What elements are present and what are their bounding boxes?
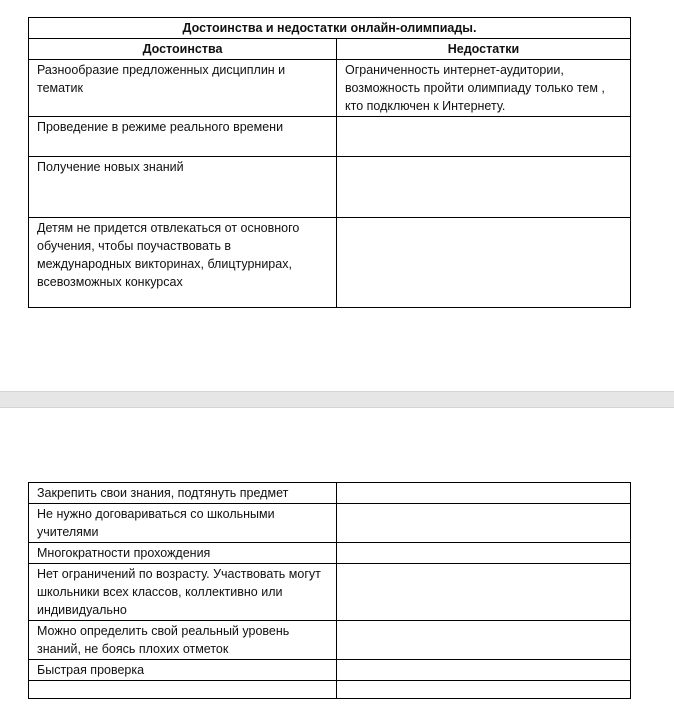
table-row: [29, 117, 631, 157]
cons-cell: [337, 117, 631, 157]
header-cons: Недостатки: [337, 39, 631, 60]
cons-cell: [337, 660, 631, 681]
table-row: [29, 218, 631, 308]
pros-cell: Быстрая проверка: [29, 660, 337, 681]
cons-cell: [337, 218, 631, 308]
cons-cell: [337, 564, 631, 621]
table-row: [29, 157, 631, 218]
cons-cell: [337, 543, 631, 564]
cons-cell: [337, 621, 631, 660]
pros-cell: Многократности прохождения: [29, 543, 337, 564]
cons-cell: Ограниченность интернет-аудитории, возможность пройти олимпиаду только тем , кто подключен к Интернету.: [337, 60, 631, 117]
cons-cell: [337, 681, 631, 699]
table-row: [29, 543, 631, 564]
cons-cell: [337, 157, 631, 218]
pros-cell: Нет ограничений по возрасту. Участвовать могут школьники всех классов, коллективно или индивидуально: [29, 564, 337, 621]
table-row: [29, 660, 631, 681]
page-break-gap: [0, 391, 674, 408]
pros-cell: Разнообразие предложенных дисциплин и тематик: [29, 60, 337, 117]
table-row: [29, 621, 631, 660]
table-row: [29, 504, 631, 543]
pros-cell: Закрепить свои знания, подтянуть предмет: [29, 483, 337, 504]
table-row: [29, 483, 631, 504]
table-row: [29, 564, 631, 621]
table-row: [29, 60, 631, 117]
cons-cell: [337, 483, 631, 504]
pros-cons-table-page1: [28, 17, 631, 308]
table-title: Достоинства и недостатки онлайн-олимпиады.: [29, 18, 631, 39]
pros-cell: [29, 681, 337, 699]
pros-cell: Детям не придется отвлекаться от основного обучения, чтобы поучаствовать в международных викторинах, блицтурнирах, всевозможных конкурсах: [29, 218, 337, 308]
pros-cell: Можно определить свой реальный уровень знаний, не боясь плохих отметок: [29, 621, 337, 660]
pros-cell: Проведение в режиме реального времени: [29, 117, 337, 157]
pros-cell: Получение новых знаний: [29, 157, 337, 218]
pros-cons-table-page2: [28, 482, 631, 699]
table-row: [29, 681, 631, 699]
header-pros: Достоинства: [29, 39, 337, 60]
pros-cell: Не нужно договариваться со школьными учителями: [29, 504, 337, 543]
cons-cell: [337, 504, 631, 543]
